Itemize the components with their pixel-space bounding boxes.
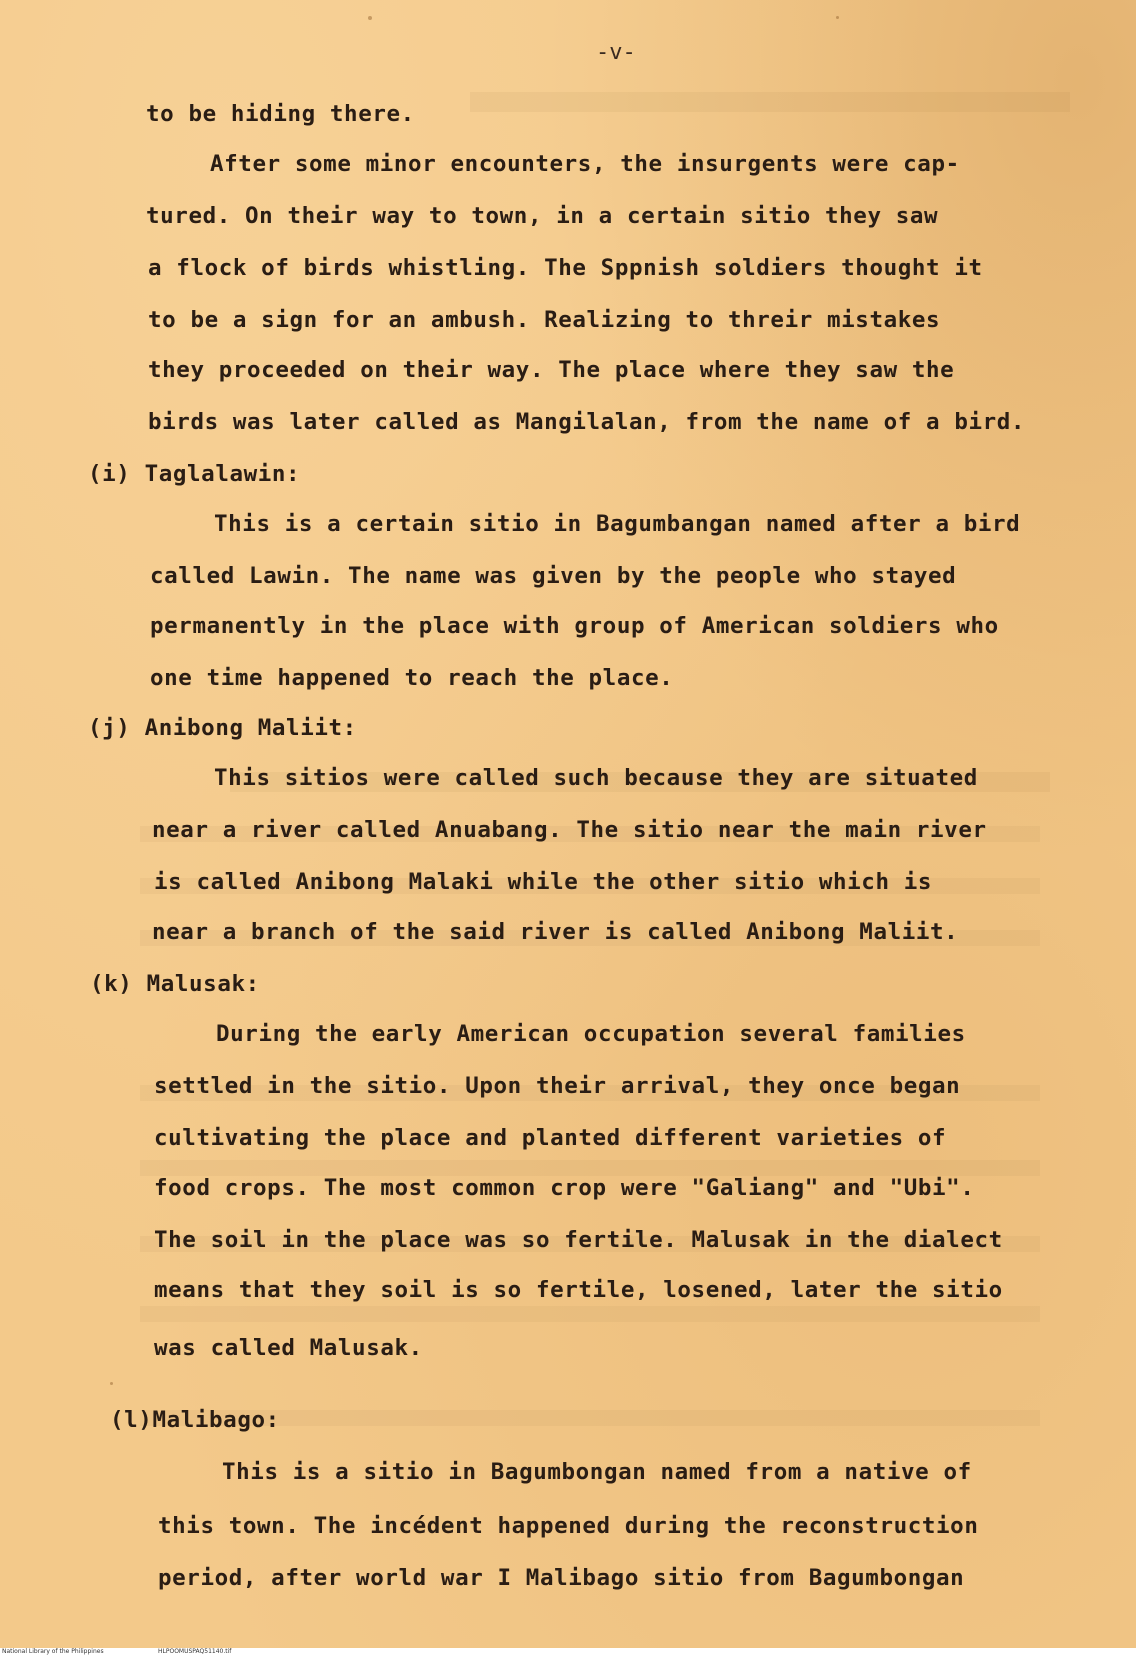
section-heading-malusak: (k) Malusak:	[90, 971, 260, 997]
footer-library-name: National Library of the Philippines	[2, 1648, 104, 1655]
paper-speck	[368, 16, 372, 20]
text-line: After some minor encounters, the insurgents were cap-	[210, 151, 960, 177]
text-line: The soil in the place was so fertile. Malusak in the dialect	[154, 1227, 1003, 1253]
text-line: a flock of birds whistling. The Sppnish soldiers thought it	[148, 255, 983, 281]
text-line: is called Anibong Malaki while the other sitio which is	[154, 869, 933, 895]
text-line: near a river called Anuabang. The sitio near the main river	[152, 817, 987, 843]
section-heading-malibago: (l)Malibago:	[110, 1407, 280, 1433]
text-line: was called Malusak.	[154, 1335, 423, 1361]
text-line: cultivating the place and planted different varieties of	[154, 1125, 947, 1151]
section-heading-anibong-maliit: (j) Anibong Maliit:	[88, 715, 357, 741]
text-line: called Lawin. The name was given by the people who stayed	[150, 563, 957, 589]
footer-file-code: HLPOOMUSPAQ51140.tif	[158, 1648, 232, 1655]
text-line: they proceeded on their way. The place where they saw the	[148, 357, 955, 383]
page-number: -v-	[596, 40, 636, 65]
text-line: birds was later called as Mangilalan, from the name of a bird.	[148, 409, 1026, 435]
text-line: During the early American occupation several families	[216, 1021, 966, 1047]
text-line: period, after world war I Malibago sitio from Bagumbongan	[158, 1565, 965, 1591]
text-line: to be hiding there.	[146, 101, 415, 127]
paper-speck	[836, 16, 839, 19]
text-line: means that they soil is so fertile, losened, later the sitio	[154, 1277, 1003, 1303]
text-line: near a branch of the said river is called Anibong Maliit.	[152, 919, 959, 945]
text-line: This is a sitio in Bagumbongan named from a native of	[222, 1459, 972, 1485]
text-line: permanently in the place with group of American soldiers who	[150, 613, 999, 639]
text-line: one time happened to reach the place.	[150, 665, 674, 691]
text-line: food crops. The most common crop were "Galiang" and "Ubi".	[154, 1175, 975, 1201]
text-line: This sitios were called such because they are situated	[214, 765, 978, 791]
text-line: to be a sign for an ambush. Realizing to threir mistakes	[148, 307, 941, 333]
text-line: settled in the sitio. Upon their arrival, they once began	[154, 1073, 961, 1099]
text-line: This is a certain sitio in Bagumbangan named after a bird	[214, 511, 1021, 537]
text-line: tured. On their way to town, in a certain sitio they saw	[146, 203, 939, 229]
paper-speck	[110, 1382, 113, 1385]
text-line: this town. The incédent happened during the reconstruction	[158, 1513, 979, 1539]
section-heading-taglalawin: (i) Taglalawin:	[88, 461, 301, 487]
